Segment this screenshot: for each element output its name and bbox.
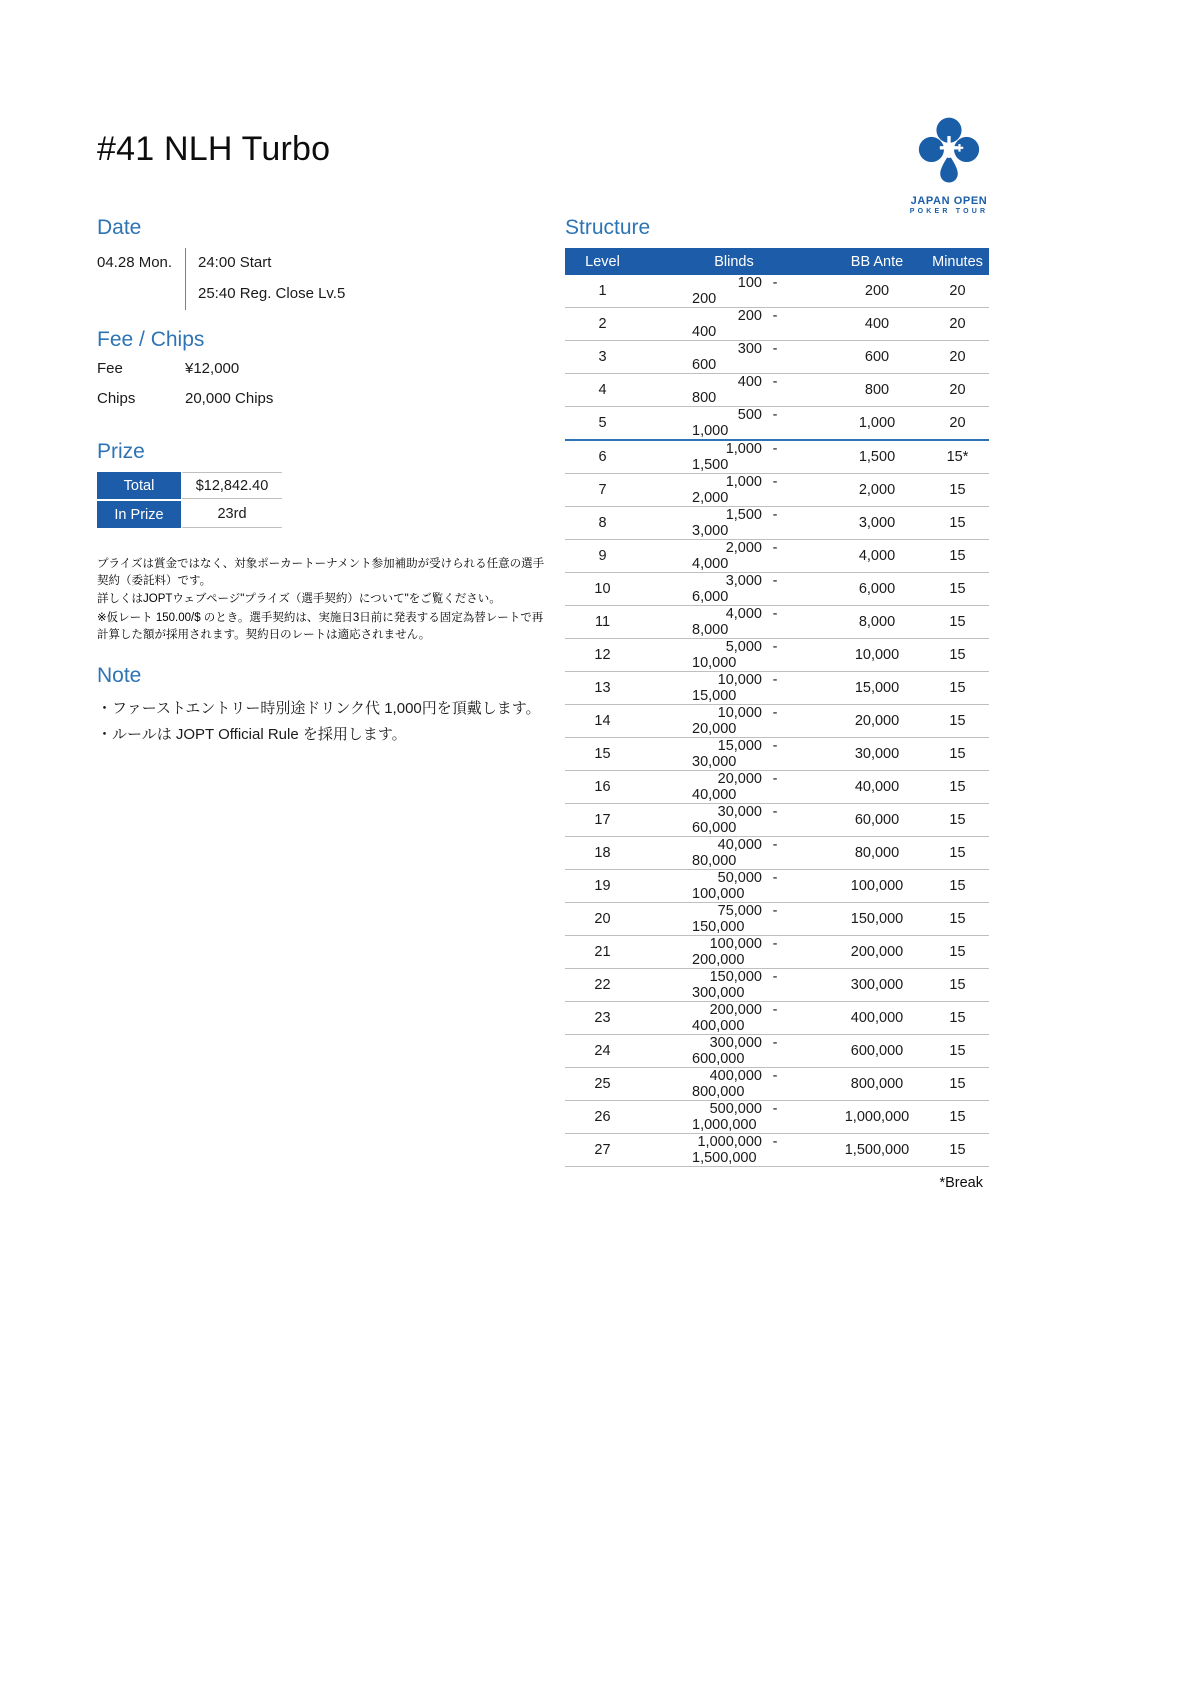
date-heading: Date [97,216,142,239]
structure-table-header-row [565,248,989,275]
chips-label: Chips [97,390,136,407]
minutes-cell: 15 [926,573,989,606]
blinds-cell [640,738,828,771]
structure-row [565,606,989,639]
blinds-dash: - [772,1002,778,1018]
column-header-level: Level [565,248,640,275]
blinds-cell [640,275,828,308]
fee-chips-heading: Fee / Chips [97,328,205,351]
small-blind-value: 100 [737,275,762,291]
level-cell: 11 [565,606,640,639]
blinds-dash: - [772,672,778,688]
prize-total-label: Total [97,472,181,499]
structure-table-body [565,275,989,1167]
prize-inprize-label: In Prize [97,501,181,528]
date-times [198,248,345,310]
structure-row [565,1134,989,1167]
blinds-dash: - [772,639,778,655]
structure-row [565,275,989,308]
level-cell: 1 [565,275,640,308]
big-blind-value: 8,000 [692,622,729,638]
small-blind-value: 200,000 [709,1002,762,1018]
small-blind-value: 1,000 [725,441,762,457]
minutes-cell: 15 [926,1002,989,1035]
clover-logo-icon [915,175,983,192]
blinds-cell [640,969,828,1002]
blinds-dash: - [772,870,778,886]
level-cell: 16 [565,771,640,804]
big-blind-value: 100,000 [692,886,745,902]
bb-ante-cell: 80,000 [828,837,926,870]
big-blind-value: 600 [692,357,717,373]
structure-row [565,308,989,341]
bb-ante-cell: 2,000 [828,474,926,507]
bb-ante-cell: 300,000 [828,969,926,1002]
small-blind-value: 20,000 [717,771,762,787]
small-blind-value: 100,000 [709,936,762,952]
big-blind-value: 2,000 [692,490,729,506]
bb-ante-cell: 400,000 [828,1002,926,1035]
blinds-dash: - [772,474,778,490]
big-blind-value: 300,000 [692,985,745,1001]
big-blind-value: 80,000 [692,853,737,869]
bb-ante-cell: 600,000 [828,1035,926,1068]
date-row [97,248,537,310]
structure-row [565,1068,989,1101]
level-cell: 25 [565,1068,640,1101]
prize-total-value: $12,842.40 [182,472,282,499]
minutes-cell: 15 [926,1035,989,1068]
blinds-dash: - [772,441,778,457]
minutes-cell: 20 [926,275,989,308]
minutes-cell: 15* [926,440,989,474]
blinds-cell [640,771,828,804]
structure-row [565,507,989,540]
big-blind-value: 4,000 [692,556,729,572]
big-blind-value: 15,000 [692,688,737,704]
small-blind-value: 500,000 [709,1101,762,1117]
minutes-cell: 15 [926,1068,989,1101]
level-cell: 27 [565,1134,640,1167]
blinds-dash: - [772,1101,778,1117]
blinds-cell [640,308,828,341]
level-cell: 21 [565,936,640,969]
structure-row [565,771,989,804]
structure-row [565,738,989,771]
minutes-cell: 15 [926,969,989,1002]
level-cell: 8 [565,507,640,540]
minutes-cell: 15 [926,705,989,738]
reg-close-time: 25:40 Reg. Close Lv.5 [198,285,346,302]
big-blind-value: 20,000 [692,721,737,737]
bb-ante-cell: 1,500,000 [828,1134,926,1167]
blinds-cell [640,903,828,936]
structure-row [565,1035,989,1068]
blinds-cell [640,474,828,507]
blinds-cell [640,341,828,374]
column-header-minutes: Minutes [926,248,989,275]
small-blind-value: 200 [737,308,762,324]
minutes-cell: 15 [926,606,989,639]
big-blind-value: 400 [692,324,717,340]
blinds-cell [640,705,828,738]
disclaimer-line-2: 詳しくはJOPTウェブページ"プライズ（選手契約）について"をご覧ください。 [97,593,501,606]
level-cell: 22 [565,969,640,1002]
bb-ante-cell: 100,000 [828,870,926,903]
small-blind-value: 1,500 [725,507,762,523]
structure-row [565,936,989,969]
blinds-dash: - [772,407,778,423]
level-cell: 24 [565,1035,640,1068]
level-cell: 14 [565,705,640,738]
date-section [97,216,537,310]
fee-value: ¥12,000 [185,360,240,377]
blinds-cell [640,672,828,705]
small-blind-value: 2,000 [725,540,762,556]
blinds-dash: - [772,936,778,952]
blinds-dash: - [772,837,778,853]
blinds-dash: - [772,1134,778,1150]
small-blind-value: 50,000 [717,870,762,886]
blinds-dash: - [772,606,778,622]
small-blind-value: 400,000 [709,1068,762,1084]
chips-value: 20,000 Chips [185,390,274,407]
bb-ante-cell: 150,000 [828,903,926,936]
blinds-cell [640,1068,828,1101]
level-cell: 20 [565,903,640,936]
column-header-bb-ante: BB Ante [828,248,926,275]
column-header-blinds: Blinds [640,248,828,275]
minutes-cell: 15 [926,1134,989,1167]
bb-ante-cell: 1,000,000 [828,1101,926,1134]
structure-row [565,1101,989,1134]
chips-row [97,390,537,407]
level-cell: 7 [565,474,640,507]
big-blind-value: 600,000 [692,1051,745,1067]
big-blind-value: 6,000 [692,589,729,605]
blinds-cell [640,606,828,639]
minutes-cell: 15 [926,672,989,705]
big-blind-value: 40,000 [692,787,737,803]
logo-text-line1: JAPAN OPEN [910,195,988,207]
level-cell: 4 [565,374,640,407]
bb-ante-cell: 3,000 [828,507,926,540]
disclaimer-line-3: ※仮レート 150.00/$ のとき。選手契約は、実施日3日前に発表する固定為替レートで再計算した額が採用されます。契約日のレートは適応されません。 [97,612,544,641]
level-cell: 12 [565,639,640,672]
bb-ante-cell: 1,500 [828,440,926,474]
small-blind-value: 15,000 [717,738,762,754]
small-blind-value: 1,000 [725,474,762,490]
level-cell: 9 [565,540,640,573]
minutes-cell: 20 [926,341,989,374]
prize-inprize-row [97,501,537,528]
blinds-cell [640,1101,828,1134]
big-blind-value: 800 [692,390,717,406]
structure-row [565,341,989,374]
level-cell: 3 [565,341,640,374]
blinds-cell [640,573,828,606]
bb-ante-cell: 60,000 [828,804,926,837]
bb-ante-cell: 4,000 [828,540,926,573]
structure-row [565,540,989,573]
bb-ante-cell: 15,000 [828,672,926,705]
small-blind-value: 400 [737,374,762,390]
structure-table [565,248,989,1167]
note-item-2: ・ルールは JOPT Official Rule を採用します。 [97,726,407,744]
break-footnote: *Break [939,1175,983,1191]
structure-row [565,969,989,1002]
structure-row [565,903,989,936]
blinds-cell [640,1002,828,1035]
minutes-cell: 15 [926,540,989,573]
blinds-dash: - [772,903,778,919]
fee-row [97,360,537,377]
prize-disclaimer [97,556,549,645]
blinds-dash: - [772,341,778,357]
level-cell: 23 [565,1002,640,1035]
big-blind-value: 800,000 [692,1084,745,1100]
bb-ante-cell: 400 [828,308,926,341]
small-blind-value: 75,000 [717,903,762,919]
level-cell: 10 [565,573,640,606]
fee-label: Fee [97,360,123,377]
structure-heading: Structure [565,216,651,239]
small-blind-value: 10,000 [717,705,762,721]
structure-row [565,440,989,474]
minutes-cell: 15 [926,738,989,771]
note-section [97,664,557,749]
structure-row [565,407,989,441]
bb-ante-cell: 1,000 [828,407,926,441]
minutes-cell: 15 [926,804,989,837]
level-cell: 18 [565,837,640,870]
big-blind-value: 1,500,000 [692,1150,757,1166]
big-blind-value: 400,000 [692,1018,745,1034]
blinds-cell [640,374,828,407]
blinds-dash: - [772,507,778,523]
small-blind-value: 300 [737,341,762,357]
structure-row [565,374,989,407]
blinds-dash: - [772,1035,778,1051]
structure-row [565,573,989,606]
note-items [97,696,557,749]
date-day: 04.28 Mon. [97,254,173,271]
blinds-dash: - [772,1068,778,1084]
small-blind-value: 1,000,000 [697,1134,762,1150]
bb-ante-cell: 10,000 [828,639,926,672]
big-blind-value: 10,000 [692,655,737,671]
prize-table [97,472,537,528]
bb-ante-cell: 800 [828,374,926,407]
minutes-cell: 15 [926,837,989,870]
bb-ante-cell: 8,000 [828,606,926,639]
minutes-cell: 15 [926,474,989,507]
start-time: 24:00 Start [198,254,272,271]
big-blind-value: 60,000 [692,820,737,836]
minutes-cell: 20 [926,407,989,441]
bb-ante-cell: 800,000 [828,1068,926,1101]
level-cell: 13 [565,672,640,705]
bb-ante-cell: 20,000 [828,705,926,738]
big-blind-value: 3,000 [692,523,729,539]
big-blind-value: 1,000 [692,423,729,439]
blinds-dash: - [772,969,778,985]
page-title: #41 NLH Turbo [97,130,331,168]
level-cell: 17 [565,804,640,837]
structure-row [565,639,989,672]
minutes-cell: 15 [926,639,989,672]
minutes-cell: 15 [926,936,989,969]
date-divider [185,248,186,310]
disclaimer-line-1: プライズは賞金ではなく、対象ポーカートーナメント参加補助が受けられる任意の選手契約（委託料）です。 [97,558,545,587]
blinds-dash: - [772,804,778,820]
blinds-dash: - [772,573,778,589]
blinds-dash: - [772,374,778,390]
blinds-cell [640,639,828,672]
big-blind-value: 1,500 [692,457,729,473]
blinds-cell [640,407,828,441]
bb-ante-cell: 30,000 [828,738,926,771]
blinds-cell [640,837,828,870]
structure-row [565,1002,989,1035]
structure-row [565,474,989,507]
small-blind-value: 4,000 [725,606,762,622]
bb-ante-cell: 40,000 [828,771,926,804]
small-blind-value: 40,000 [717,837,762,853]
big-blind-value: 200 [692,291,717,307]
minutes-cell: 15 [926,1101,989,1134]
note-item-1: ・ファーストエントリー時別途ドリンク代 1,000円を頂戴します。 [97,700,541,717]
blinds-cell [640,804,828,837]
blinds-cell [640,440,828,474]
note-heading: Note [97,664,142,687]
bb-ante-cell: 200,000 [828,936,926,969]
structure-section [565,216,989,1191]
small-blind-value: 30,000 [717,804,762,820]
bb-ante-cell: 600 [828,341,926,374]
minutes-cell: 15 [926,870,989,903]
big-blind-value: 30,000 [692,754,737,770]
blinds-dash: - [772,540,778,556]
big-blind-value: 1,000,000 [692,1117,757,1133]
level-cell: 6 [565,440,640,474]
small-blind-value: 150,000 [709,969,762,985]
blinds-dash: - [772,308,778,324]
structure-row [565,870,989,903]
blinds-cell [640,507,828,540]
small-blind-value: 5,000 [725,639,762,655]
minutes-cell: 15 [926,771,989,804]
bb-ante-cell: 200 [828,275,926,308]
blinds-dash: - [772,738,778,754]
structure-row [565,804,989,837]
small-blind-value: 500 [737,407,762,423]
level-cell: 2 [565,308,640,341]
level-cell: 15 [565,738,640,771]
level-cell: 5 [565,407,640,441]
minutes-cell: 15 [926,507,989,540]
small-blind-value: 10,000 [717,672,762,688]
small-blind-value: 300,000 [709,1035,762,1051]
fee-chips-section [97,328,537,420]
structure-row [565,837,989,870]
big-blind-value: 150,000 [692,919,745,935]
small-blind-value: 3,000 [725,573,762,589]
japan-open-poker-tour-logo [893,116,1005,215]
blinds-dash: - [772,771,778,787]
structure-row [565,705,989,738]
blinds-cell [640,936,828,969]
minutes-cell: 15 [926,903,989,936]
blinds-dash: - [772,705,778,721]
level-cell: 19 [565,870,640,903]
level-cell: 26 [565,1101,640,1134]
prize-heading: Prize [97,440,145,463]
logo-text-line2: POKER TOUR [909,208,989,215]
bb-ante-cell: 6,000 [828,573,926,606]
blinds-cell [640,870,828,903]
blinds-cell [640,540,828,573]
minutes-cell: 20 [926,308,989,341]
blinds-cell [640,1134,828,1167]
minutes-cell: 20 [926,374,989,407]
blinds-dash: - [772,275,778,291]
prize-section [97,440,537,530]
big-blind-value: 200,000 [692,952,745,968]
structure-row [565,672,989,705]
prize-total-row [97,472,537,499]
blinds-cell [640,1035,828,1068]
prize-inprize-value: 23rd [182,501,282,528]
